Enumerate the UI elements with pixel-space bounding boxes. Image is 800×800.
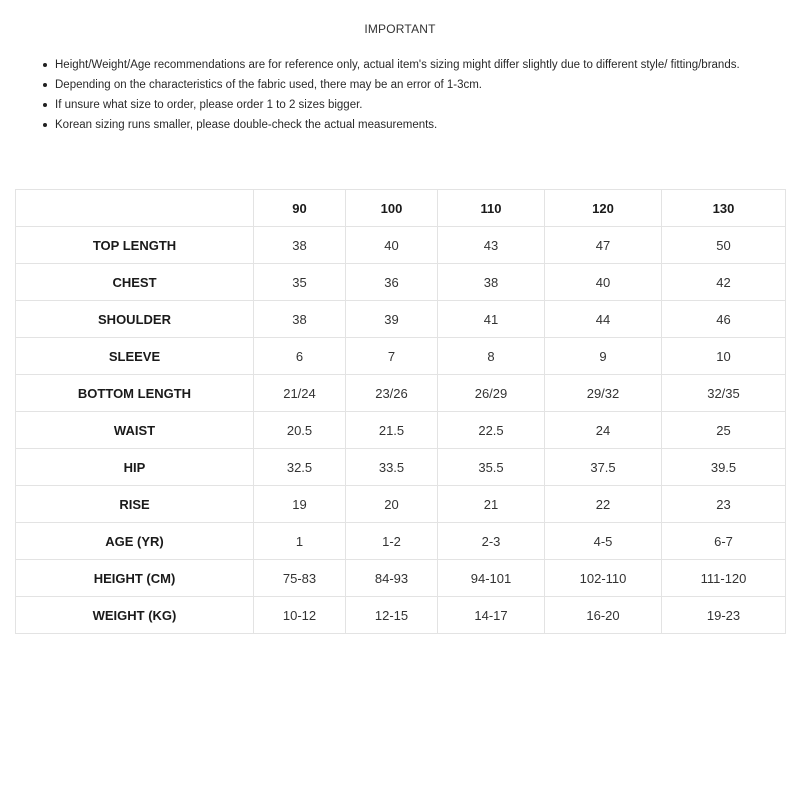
row-label: HEIGHT (CM) [16,560,254,597]
table-row [16,301,786,338]
size-header: 130 [662,190,786,227]
table-cell: 39.5 [662,449,786,486]
table-cell: 14-17 [438,597,545,634]
table-cell: 4-5 [545,523,662,560]
table-cell: 29/32 [545,375,662,412]
table-cell: 23/26 [346,375,438,412]
table-row [16,560,786,597]
table-cell: 44 [545,301,662,338]
table-cell: 22 [545,486,662,523]
table-cell: 111-120 [662,560,786,597]
bullet-icon [43,63,47,67]
bullet-icon [43,103,47,107]
table-cell: 35 [254,264,346,301]
table-cell: 10-12 [254,597,346,634]
table-cell: 84-93 [346,560,438,597]
table-cell: 19-23 [662,597,786,634]
table-row [16,412,786,449]
row-label: SHOULDER [16,301,254,338]
list-item [40,95,780,115]
table-cell: 33.5 [346,449,438,486]
table-cell: 20 [346,486,438,523]
bullet-icon [43,83,47,87]
table-cell: 24 [545,412,662,449]
table-cell: 6-7 [662,523,786,560]
table-cell: 1 [254,523,346,560]
size-header: 100 [346,190,438,227]
table-cell: 36 [346,264,438,301]
row-label: HIP [16,449,254,486]
list-item [40,115,780,135]
table-cell: 21/24 [254,375,346,412]
row-label: AGE (YR) [16,523,254,560]
table-header-row [16,190,786,227]
row-label: WAIST [16,412,254,449]
table-cell: 22.5 [438,412,545,449]
note-text: Depending on the characteristics of the fabric used, there may be an error of 1-3cm. [55,79,482,91]
table-cell: 43 [438,227,545,264]
table-cell: 10 [662,338,786,375]
table-cell: 75-83 [254,560,346,597]
table-cell: 94-101 [438,560,545,597]
table-cell: 38 [254,227,346,264]
table-cell: 42 [662,264,786,301]
table-cell: 32/35 [662,375,786,412]
size-header: 90 [254,190,346,227]
table-cell: 7 [346,338,438,375]
important-notes-list [40,55,780,135]
row-label: TOP LENGTH [16,227,254,264]
page-title: IMPORTANT [364,22,436,36]
table-cell: 40 [346,227,438,264]
table-cell: 2-3 [438,523,545,560]
table-cell: 41 [438,301,545,338]
table-cell: 21 [438,486,545,523]
list-item [40,75,780,95]
table-cell: 102-110 [545,560,662,597]
size-chart-table [15,189,786,634]
table-cell: 26/29 [438,375,545,412]
table-cell: 6 [254,338,346,375]
table-row [16,264,786,301]
table-cell: 39 [346,301,438,338]
table-cell: 50 [662,227,786,264]
table-corner-cell [16,190,254,227]
table-row [16,449,786,486]
row-label: WEIGHT (KG) [16,597,254,634]
table-cell: 16-20 [545,597,662,634]
table-cell: 12-15 [346,597,438,634]
note-text: If unsure what size to order, please order 1 to 2 sizes bigger. [55,99,363,111]
note-text: Height/Weight/Age recommendations are for reference only, actual item's sizing might differ slightly due to different style/ fitting/brands. [55,59,740,71]
table-cell: 8 [438,338,545,375]
table-row [16,375,786,412]
row-label: BOTTOM LENGTH [16,375,254,412]
table-cell: 21.5 [346,412,438,449]
table-row [16,338,786,375]
table-cell: 25 [662,412,786,449]
bullet-icon [43,123,47,127]
table-body [16,227,786,634]
size-header: 110 [438,190,545,227]
table-cell: 35.5 [438,449,545,486]
table-row [16,597,786,634]
size-header: 120 [545,190,662,227]
row-label: RISE [16,486,254,523]
table-cell: 23 [662,486,786,523]
table-cell: 47 [545,227,662,264]
table-cell: 9 [545,338,662,375]
table-cell: 20.5 [254,412,346,449]
table-row [16,523,786,560]
row-label: SLEEVE [16,338,254,375]
table-cell: 38 [254,301,346,338]
table-cell: 40 [545,264,662,301]
table-cell: 19 [254,486,346,523]
table-cell: 1-2 [346,523,438,560]
table-row [16,486,786,523]
table-cell: 37.5 [545,449,662,486]
table-row [16,227,786,264]
list-item [40,55,780,75]
table-cell: 46 [662,301,786,338]
row-label: CHEST [16,264,254,301]
table-cell: 32.5 [254,449,346,486]
table-cell: 38 [438,264,545,301]
note-text: Korean sizing runs smaller, please double-check the actual measurements. [55,119,438,131]
